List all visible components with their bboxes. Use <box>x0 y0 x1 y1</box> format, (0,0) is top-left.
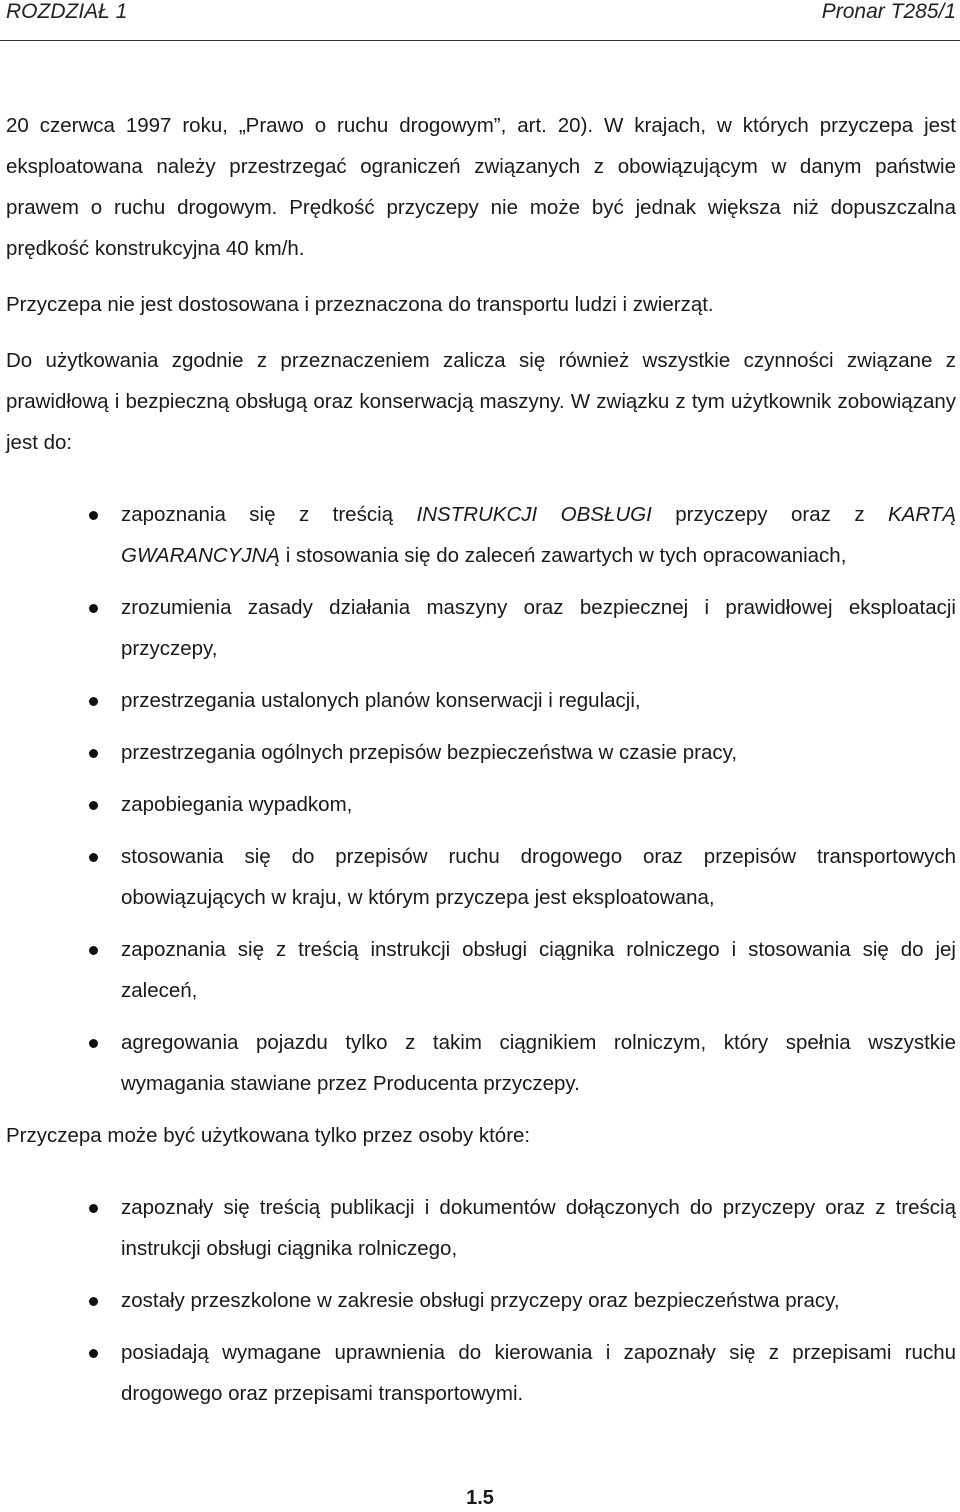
paragraph-authorized-persons: Przyczepa może być użytkowana tylko przez osoby które: <box>6 1124 531 1147</box>
list-item-text: zapobiegania wypadkom, <box>121 793 353 816</box>
list-item-text: posiadają wymagane uprawnienia do kierowania i zapoznały się z przepisami ruchu drogowego oraz przepisami transportowymi. <box>121 1341 956 1405</box>
page-header <box>0 0 960 41</box>
list-item-text: stosowania się do przepisów ruchu drogowego oraz przepisów transportowych obowiązujących w kraju, w którym przyczepa jest eksploatowana, <box>121 845 956 909</box>
paragraph-speed-limits: 20 czerwca 1997 roku, „Prawo o ruchu drogowym”, art. 20). W krajach, w których przyczepa jest eksploatowana należy przestrzegać ograniczeń związanych z obowiązującym w danym państwie prawem o ruchu drogowym. Prędkość przyczepy nie może być jednak większa niż dopuszczalna prędkość konstrukcyjna 40 km/h. <box>6 114 956 260</box>
warranty-reference: KARTĄ GWARANCYJNĄ <box>121 503 957 567</box>
list-item <box>6 680 956 721</box>
paragraph-no-transport: Przyczepa nie jest dostosowana i przeznaczona do transportu ludzi i zwierząt. <box>6 293 714 316</box>
bullet-icon <box>89 1039 98 1048</box>
list-item <box>6 1332 956 1414</box>
bullet-icon <box>89 1297 98 1306</box>
chapter-title: ROZDZIAŁ 1 <box>6 0 128 23</box>
paragraph-intended-use: Do użytkowania zgodnie z przeznaczeniem zalicza się również wszystkie czynności związane z prawidłową i bezpieczną obsługą oraz konserwacją maszyny. W związku z tym użytkownik zobowiązany jest do: <box>6 349 956 454</box>
manual-reference: INSTRUKCJI OBSŁUGI <box>416 503 652 526</box>
bullet-icon <box>89 749 98 758</box>
list-item <box>6 1280 956 1321</box>
list-item <box>6 1187 956 1269</box>
user-obligations-list <box>6 494 956 1104</box>
bullet-icon <box>89 853 98 862</box>
list-item <box>6 1022 956 1104</box>
bullet-icon <box>89 604 98 613</box>
list-item-text: agregowania pojazdu tylko z takim ciągnikiem rolniczym, który spełnia wszystkie wymagania stawiane przez Producenta przyczepy. <box>121 1031 956 1095</box>
page-content <box>6 105 956 1425</box>
bullet-icon <box>89 697 98 706</box>
bullet-icon <box>89 1349 98 1358</box>
list-item <box>6 784 956 825</box>
product-name: Pronar T285/1 <box>821 0 956 23</box>
list-item-text: zostały przeszkolone w zakresie obsługi przyczepy oraz bezpieczeństwa pracy, <box>121 1289 840 1312</box>
bullet-icon <box>89 946 98 955</box>
list-item-text: zapoznały się treścią publikacji i dokumentów dołączonych do przyczepy oraz z treścią instrukcji obsługi ciągnika rolniczego, <box>121 1196 956 1260</box>
list-item <box>6 587 956 669</box>
list-item-text: zapoznania się z treścią instrukcji obsługi ciągnika rolniczego i stosowania się do jej zaleceń, <box>121 938 956 1002</box>
list-item-text: przestrzegania ogólnych przepisów bezpieczeństwa w czasie pracy, <box>121 741 738 764</box>
list-item <box>6 929 956 1011</box>
authorized-persons-list <box>6 1187 956 1414</box>
list-item-text: przestrzegania ustalonych planów konserwacji i regulacji, <box>121 689 641 712</box>
page-number: 1.5 <box>466 1487 494 1509</box>
list-item-text: zapoznania się z treścią INSTRUKCJI OBSŁUGI przyczepy oraz z KARTĄ GWARANCYJNĄ i stosowania się do zaleceń zawartych w tych opracowaniach, <box>121 503 957 567</box>
bullet-icon <box>89 511 98 520</box>
list-item <box>6 732 956 773</box>
list-item <box>6 494 956 576</box>
list-item-text: zrozumienia zasady działania maszyny oraz bezpiecznej i prawidłowej eksploatacji przyczepy, <box>121 596 956 660</box>
bullet-icon <box>89 1204 98 1213</box>
bullet-icon <box>89 801 98 810</box>
list-item <box>6 836 956 918</box>
